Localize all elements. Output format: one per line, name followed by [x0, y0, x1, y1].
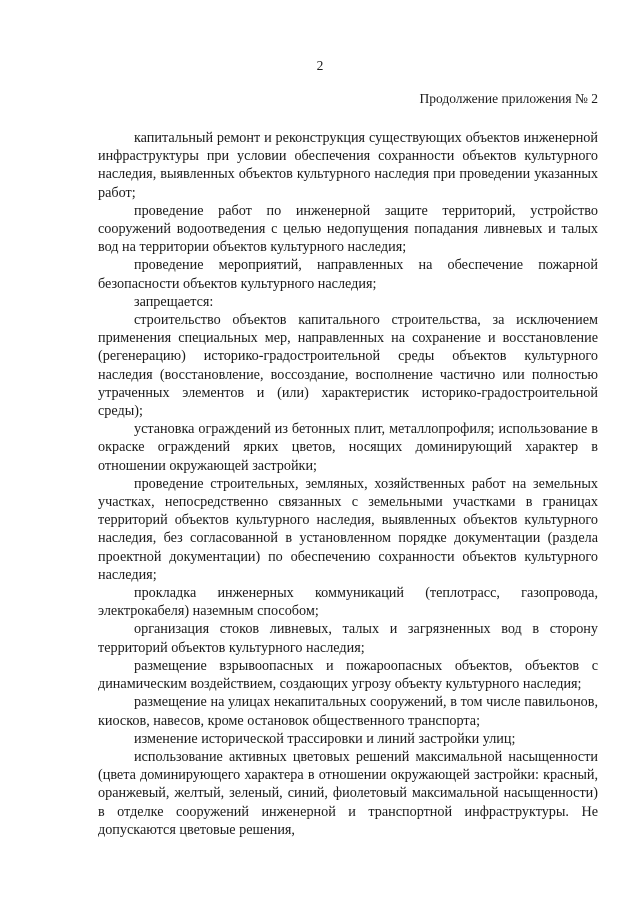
- paragraph: проведение строительных, земляных, хозяйственных работ на земельных участках, непосредственно связанных с земельными участками в границах территорий объектов культурного наследия, выявленных объектов культурного наследия, без согласованной в установленном порядке документации (раздела проектной документации) по обеспечению сохранности объектов культурного наследия;: [98, 475, 598, 583]
- paragraph: капитальный ремонт и реконструкция существующих объектов инженерной инфраструктуры при условии обеспечения сохранности объектов культурного наследия, выявленных объектов культурного наследия при проведении указанных работ;: [98, 130, 598, 201]
- appendix-continuation-note: Продолжение приложения № 2: [419, 91, 598, 106]
- page-number: 2: [316, 58, 324, 73]
- paragraph: использование активных цветовых решений максимальной насыщенности (цвета доминирующего характера в отношении окружающей застройки: красный, оранжевый, желтый, зеленый, синий, фиолетовый максимальной насыщенности) в отделке сооружений инженерной и транспортной инфраструктуры. Не допускаются цветовые решения,: [98, 748, 598, 838]
- paragraph: строительство объектов капитального строительства, за исключением применения специальных мер, направленных на сохранение и восстановление (регенерацию) историко-градостроительной среды объектов культурного наследия (восстановление, воссоздание, восполнение частично или полностью утраченных элементов и (или) характеристик историко-градостроительной среды);: [98, 312, 598, 420]
- paragraph: изменение исторической трассировки и линий застройки улиц;: [134, 730, 516, 747]
- paragraph: проведение работ по инженерной защите территорий, устройство сооружений водоотведения с целью недопущения попадания ливневых и талых вод на территории объектов культурного наследия;: [98, 202, 598, 256]
- paragraph: размещение взрывоопасных и пожароопасных объектов, объектов с динамическим воздействием, создающих угрозу объекту культурного наследия;: [98, 657, 598, 693]
- paragraph: прокладка инженерных коммуникаций (теплотрасс, газопровода, электрокабеля) наземным способом;: [98, 585, 598, 620]
- paragraph: размещение на улицах некапитальных сооружений, в том числе павильонов, киосков, навесов, кроме остановок общественного транспорта;: [98, 694, 598, 729]
- paragraph: установка ограждений из бетонных плит, металлопрофиля; использование в окраске ограждений ярких цветов, носящих доминирующий характер в отношении окружающей застройки;: [98, 421, 598, 474]
- paragraph: запрещается:: [134, 293, 214, 310]
- paragraph: организация стоков ливневых, талых и загрязненных вод в сторону территорий объектов культурного наследия;: [98, 621, 598, 656]
- document-body: [98, 129, 598, 839]
- paragraph: проведение мероприятий, направленных на обеспечение пожарной безопасности объектов культурного наследия;: [98, 257, 598, 292]
